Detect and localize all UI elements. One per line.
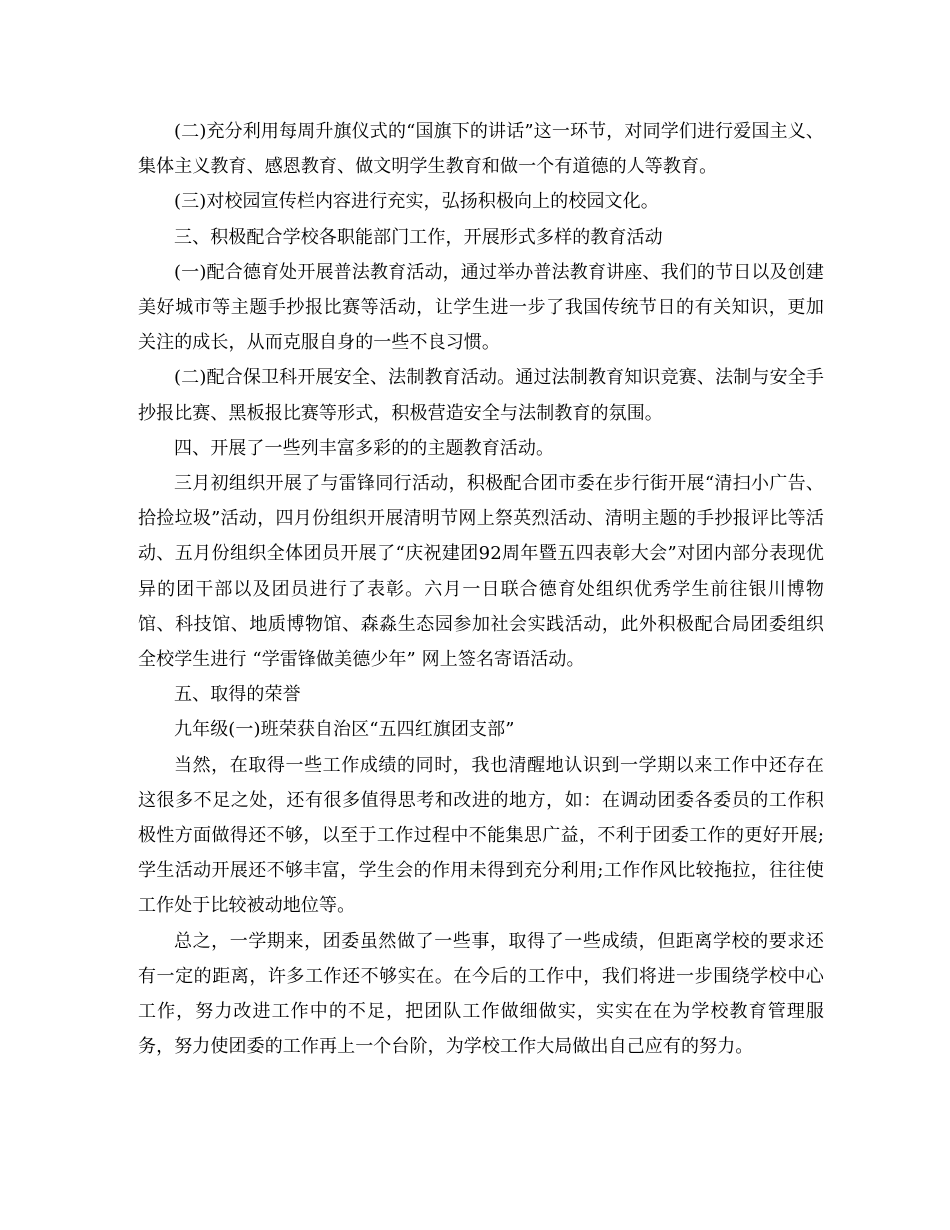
paragraph-bulletin-board: (三)对校园宣传栏内容进行充实，弘扬积极向上的校园文化。 (174, 191, 659, 213)
section-heading-4: 四、开展了一些列丰富多彩的的主题教育活动。 (174, 437, 555, 459)
paragraph-safety-education: (二)配合保卫科开展安全、法制教育活动。通过法制教育知识竞赛、法制与安全手抄报比赛、黑板报比赛等形式，积极营造安全与法制教育的氛围。 (138, 367, 824, 424)
paragraph-law-education: (一)配合德育处开展普法教育活动，通过举办普法教育讲座、我们的节日以及创建美好城市等主题手抄报比赛等活动，让学生进一步了我国传统节日的有关知识，更加关注的成长，从而克服自身的一些不良习惯。 (138, 261, 824, 354)
section-heading-3: 三、积极配合学校各职能部门工作，开展形式多样的教育活动 (174, 226, 663, 248)
paragraph-shortcomings: 当然，在取得一些工作成绩的同时，我也清醒地认识到一学期以来工作中还存在这很多不足之处，还有很多值得思考和改进的地方，如：在调动团委各委员的工作积极性方面做得还不够，以至于工作过程中不能集思广益，不利于团委工作的更好开展;学生活动开展还不够丰富，学生会的作用未得到充分利用;工作作风比较拖拉，往往使工作处于比较被动地位等。 (138, 754, 824, 917)
paragraph-conclusion: 总之，一学期来，团委虽然做了一些事，取得了一些成绩，但距离学校的要求还有一定的距离，许多工作还不够实在。在今后的工作中，我们将进一步围绕学校中心工作，努力改进工作中的不足，把团队工作做细做实，实实在在为学校教育管理服务，努力使团委的工作再上一个台阶，为学校工作大局做出自己应有的努力。 (138, 930, 824, 1058)
paragraph-honor: 九年级(一)班荣获自治区“五四红旗团支部” (174, 719, 515, 741)
paragraph-activities: 三月初组织开展了与雷锋同行活动，积极配合团市委在步行街开展“清扫小广告、拾捡垃圾”活动，四月份组织开展清明节网上祭英烈活动、清明主题的手抄报评比等活动、五月份组织全体团员开展了“庆祝建团92周年暨五四表彰大会”对团内部分表现优异的团干部以及团员进行了表彰。六月一日联合德育处组织优秀学生前往银川博物馆、科技馆、地质博物馆、森淼生态园参加社会实践活动，此外积极配合局团委组织全校学生进行 “学雷锋做美德少年” 网上签名寄语活动。 (138, 473, 824, 671)
document-body (138, 114, 824, 1064)
section-heading-5: 五、取得的荣誉 (174, 684, 301, 706)
paragraph-flag-speech: (二)充分利用每周升旗仪式的“国旗下的讲话”这一环节，对同学们进行爱国主义、集体主义教育、感恩教育、做文明学生教育和做一个有道德的人等教育。 (138, 121, 824, 178)
